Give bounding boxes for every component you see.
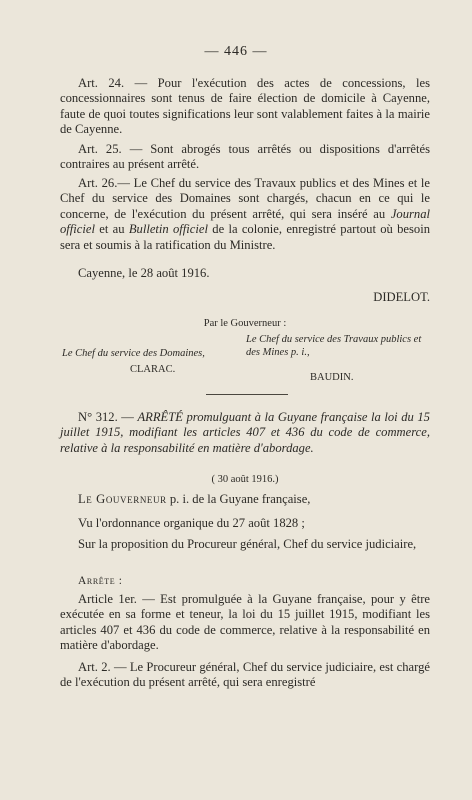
- decree-number: N° 312.: [78, 410, 118, 424]
- signature-main: DIDELOT.: [373, 290, 430, 304]
- sig-left-name: CLARAC.: [130, 364, 176, 375]
- article-26-text-b: et au: [94, 222, 129, 237]
- article-25-label: Art. 25.: [78, 142, 122, 156]
- article-24-label: Art. 24.: [78, 76, 125, 90]
- decree-dash: —: [117, 410, 138, 424]
- article-26-text-a: — Le Chef du service des Travaux publics et des Mines et le Chef du service des Domaines sont chargés, chacun en ce qui le concerne, de l'exécution du présent arrêté, qui sera inséré au: [60, 176, 431, 221]
- article-1-label: Article 1er.: [78, 592, 137, 606]
- section-divider: [206, 394, 288, 395]
- par-le-gouverneur: Par le Gouverneur :: [203, 318, 287, 329]
- article-1-text: — Est promulguée à la Guyane française, pour y être exécutée en sa forme et teneur, la loi du 15 juillet 1915, modifiant les articles 407 et 436 du code de commerce, relative à la responsabilité en matière d'abordage.: [60, 592, 430, 653]
- decree-title: ARRÊTÉ promulguant à la Guyane française la loi du 15 juillet 1915, modifiant les articles 407 et 436 du code de commerce, relative à la responsabilité en matière d'abordage.: [60, 410, 430, 455]
- article-24: [60, 76, 430, 138]
- article-2-label: Art. 2.: [78, 660, 111, 674]
- article-25: [60, 142, 430, 173]
- article-2-text: — Le Procureur général, Chef du service judiciaire, est chargé de l'exécution du présent arrêté, qui sera enregistré: [60, 660, 430, 690]
- article-26-label: Art. 26.: [78, 176, 118, 190]
- decree-date: ( 30 août 1916.): [211, 474, 279, 485]
- arrete-heading: Arrête :: [78, 575, 123, 587]
- journal-officiel: Journal officiel: [60, 206, 430, 237]
- article-24-text: — Pour l'exécution des actes de concessions, les concessionnaires sont tenus de faire élection de domicile à Cayenne, faute de quoi toutes significations leur sont valablement faites à la mairie de Cayenne.: [60, 76, 430, 137]
- gouverneur-rest: p. i. de la Guyane française,: [166, 492, 311, 506]
- vu-line: Vu l'ordonnance organique du 27 août 1828 ;: [78, 516, 305, 530]
- gouverneur-line: [60, 492, 430, 507]
- article-2: [60, 660, 430, 691]
- sig-left-title: Le Chef du service des Domaines,: [62, 348, 205, 359]
- sig-right-title: Le Chef du service des Travaux publics et des Mines p. i.,: [246, 334, 422, 358]
- sig-right-name: BAUDIN.: [310, 372, 354, 383]
- bulletin-officiel: Bulletin officiel: [128, 222, 208, 237]
- article-26: [60, 176, 430, 253]
- gouverneur-caps: Le Gouverneur: [78, 492, 167, 506]
- date-place: Cayenne, le 28 août 1916.: [78, 266, 210, 280]
- decree-heading: [60, 410, 430, 456]
- article-25-text: — Sont abrogés tous arrêtés ou dispositions d'arrêtés contraires au présent arrêté.: [60, 142, 430, 172]
- sur-line: Sur la proposition du Procureur général, Chef du service judiciaire,: [78, 537, 417, 551]
- article-1: [60, 592, 430, 654]
- article-26-text-c: de la colonie, enregistré partout où besoin sera et soumis à la ratification du Ministre.: [60, 222, 431, 252]
- page-number: — 446 —: [204, 44, 268, 59]
